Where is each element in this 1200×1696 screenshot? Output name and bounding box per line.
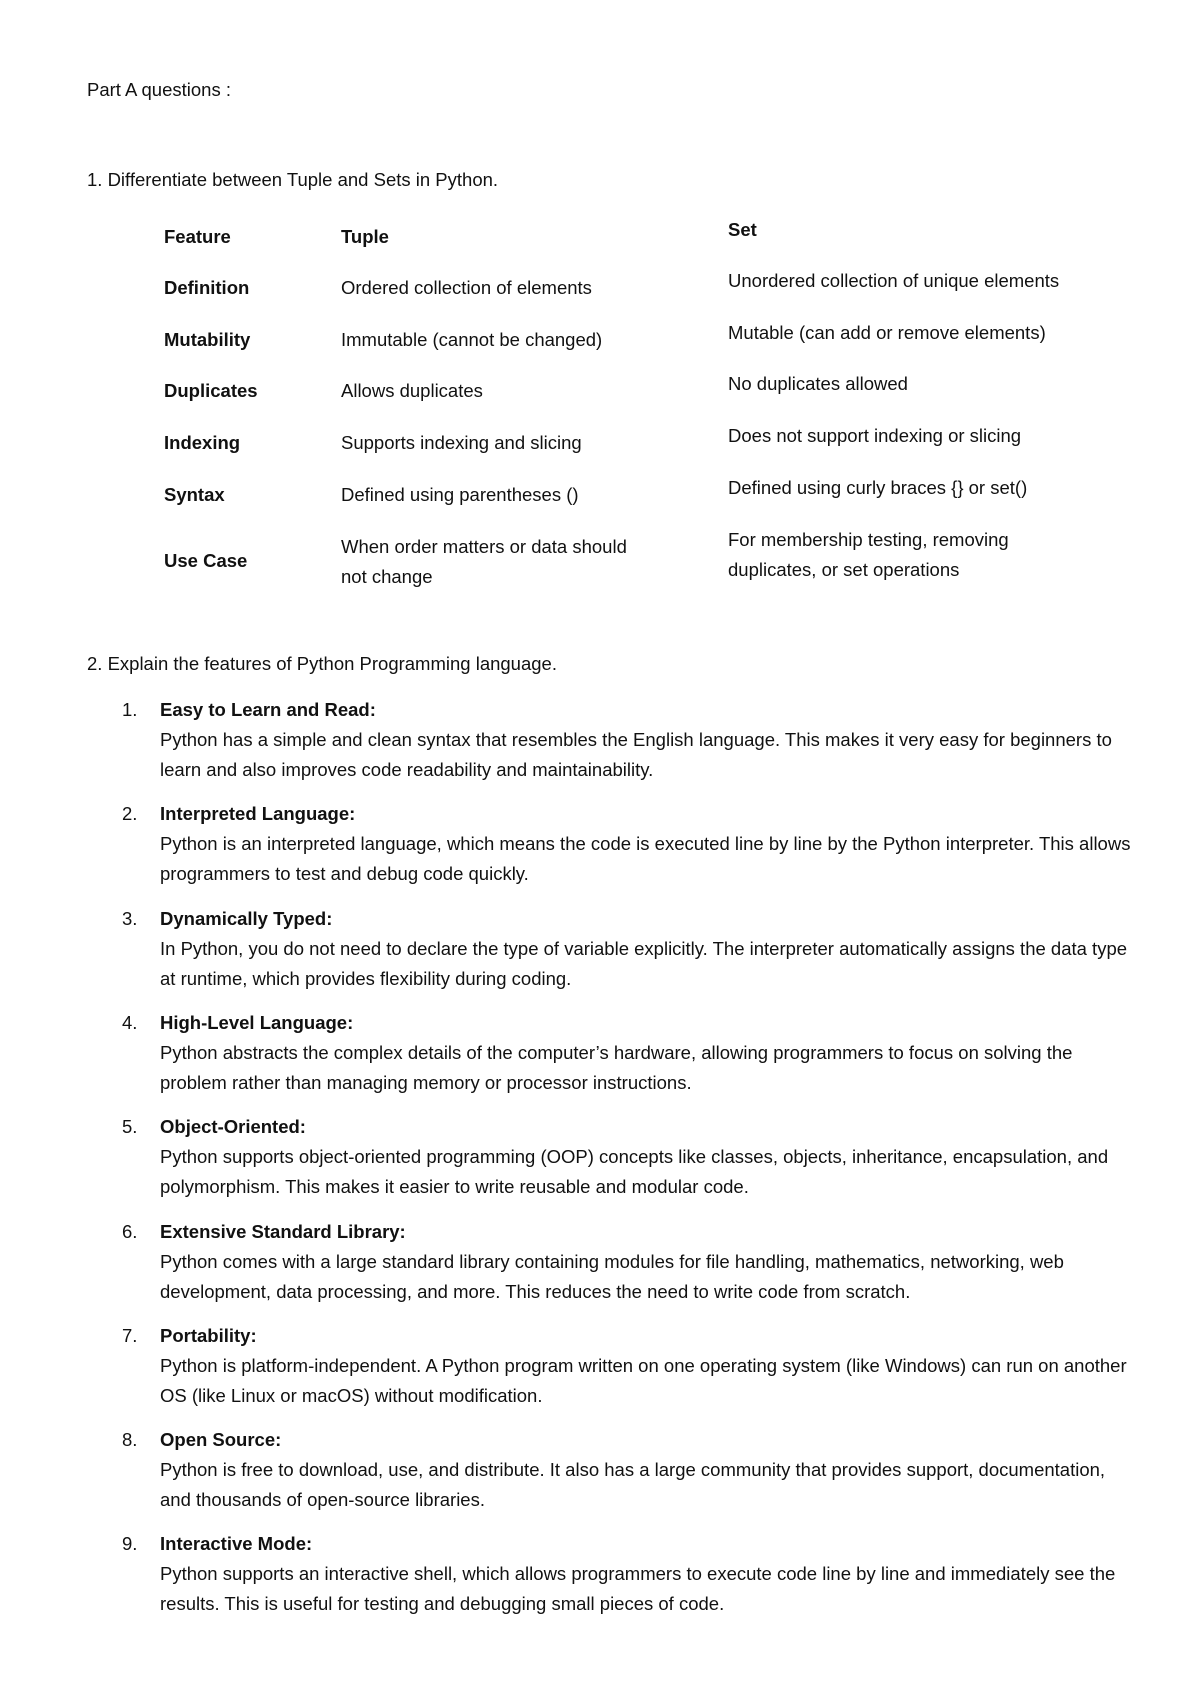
table-header-tuple: Tuple xyxy=(341,226,389,247)
list-item-description: Python has a simple and clean syntax that resembles the English language. This makes it very easy for beginners to learn and also improves code readability and maintainability. xyxy=(160,729,1112,780)
list-item-description: Python is platform-independent. A Python program written on one operating system (like Windows) can run on another OS (like Linux or macOS) without modification. xyxy=(160,1355,1127,1406)
list-item-description: Python supports object-oriented programming (OOP) concepts like classes, objects, inheritance, encapsulation, and polymorphism. This makes it easier to write reusable and modular code. xyxy=(160,1146,1109,1197)
list-item-description: Python abstracts the complex details of the computer’s hardware, allowing programmers to focus on solving the problem rather than managing memory or processor instructions. xyxy=(160,1042,1073,1093)
list-item-description: Python is free to download, use, and distribute. It also has a large community that provides support, documentation, and thousands of open-source libraries. xyxy=(160,1459,1106,1510)
table-cell-tuple: Ordered collection of elements xyxy=(341,277,592,298)
list-item-description: Python comes with a large standard library containing modules for file handling, mathematics, networking, web development, data processing, and more. This reduces the need to write code from scratch. xyxy=(160,1251,1064,1302)
table-cell-tuple: Allows duplicates xyxy=(341,380,483,401)
list-item-number: 2. xyxy=(122,803,138,824)
table-cell-set: Mutable (can add or remove elements) xyxy=(728,322,1046,343)
list-item-title: Dynamically Typed: xyxy=(160,908,333,929)
list-item-title: Interactive Mode: xyxy=(160,1533,313,1554)
list-item-title: Extensive Standard Library: xyxy=(160,1221,406,1242)
list-item-description: Python is an interpreted language, which means the code is executed line by line by the Python interpreter. This allows programmers to test and debug code quickly. xyxy=(160,833,1131,884)
table-cell-tuple: Supports indexing and slicing xyxy=(341,432,582,453)
table-cell-set: No duplicates allowed xyxy=(728,373,908,394)
list-item-description: In Python, you do not need to declare the type of variable explicitly. The interpreter automatically assigns the data type at runtime, which provides flexibility during coding. xyxy=(160,938,1128,989)
question-1-title: 1. Differentiate between Tuple and Sets in Python. xyxy=(87,169,499,190)
table-cell-set: Defined using curly braces {} or set() xyxy=(728,477,1028,498)
list-item-title: High-Level Language: xyxy=(160,1012,354,1033)
list-item-number: 1. xyxy=(122,699,138,720)
list-item-number: 3. xyxy=(122,908,138,929)
question-2-title: 2. Explain the features of Python Programming language. xyxy=(87,653,557,674)
list-item-title: Interpreted Language: xyxy=(160,803,356,824)
table-header-set: Set xyxy=(728,219,757,240)
table-cell-tuple: Defined using parentheses () xyxy=(341,484,579,505)
list-item-number: 9. xyxy=(122,1533,138,1554)
page-heading: Part A questions : xyxy=(87,79,231,100)
table-cell-feature: Indexing xyxy=(164,432,241,453)
list-item-number: 6. xyxy=(122,1221,138,1242)
list-item-number: 8. xyxy=(122,1429,138,1450)
list-item-number: 5. xyxy=(122,1116,138,1137)
table-cell-feature: Duplicates xyxy=(164,380,258,401)
list-item-number: 7. xyxy=(122,1325,138,1346)
list-item-title: Easy to Learn and Read: xyxy=(160,699,376,720)
table-header-feature: Feature xyxy=(164,226,231,247)
list-item-number: 4. xyxy=(122,1012,138,1033)
table-cell-set: Does not support indexing or slicing xyxy=(728,425,1022,446)
table-cell-feature: Mutability xyxy=(164,329,251,350)
table-cell-tuple: Immutable (cannot be changed) xyxy=(341,329,603,350)
table-cell-feature: Definition xyxy=(164,277,250,298)
table-cell-feature: Use Case xyxy=(164,550,248,571)
table-cell-set: Unordered collection of unique elements xyxy=(728,270,1060,291)
list-item-description: Python supports an interactive shell, which allows programmers to execute code line by line and immediately see the results. This is useful for testing and debugging small pieces of code. xyxy=(160,1563,1116,1614)
table-cell-set: For membership testing, removing duplicates, or set operations xyxy=(728,529,1009,580)
list-item-title: Portability: xyxy=(160,1325,257,1346)
table-cell-feature: Syntax xyxy=(164,484,225,505)
list-item-title: Object-Oriented: xyxy=(160,1116,306,1137)
table-cell-tuple: When order matters or data should not change xyxy=(341,536,627,587)
list-item-title: Open Source: xyxy=(160,1429,282,1450)
